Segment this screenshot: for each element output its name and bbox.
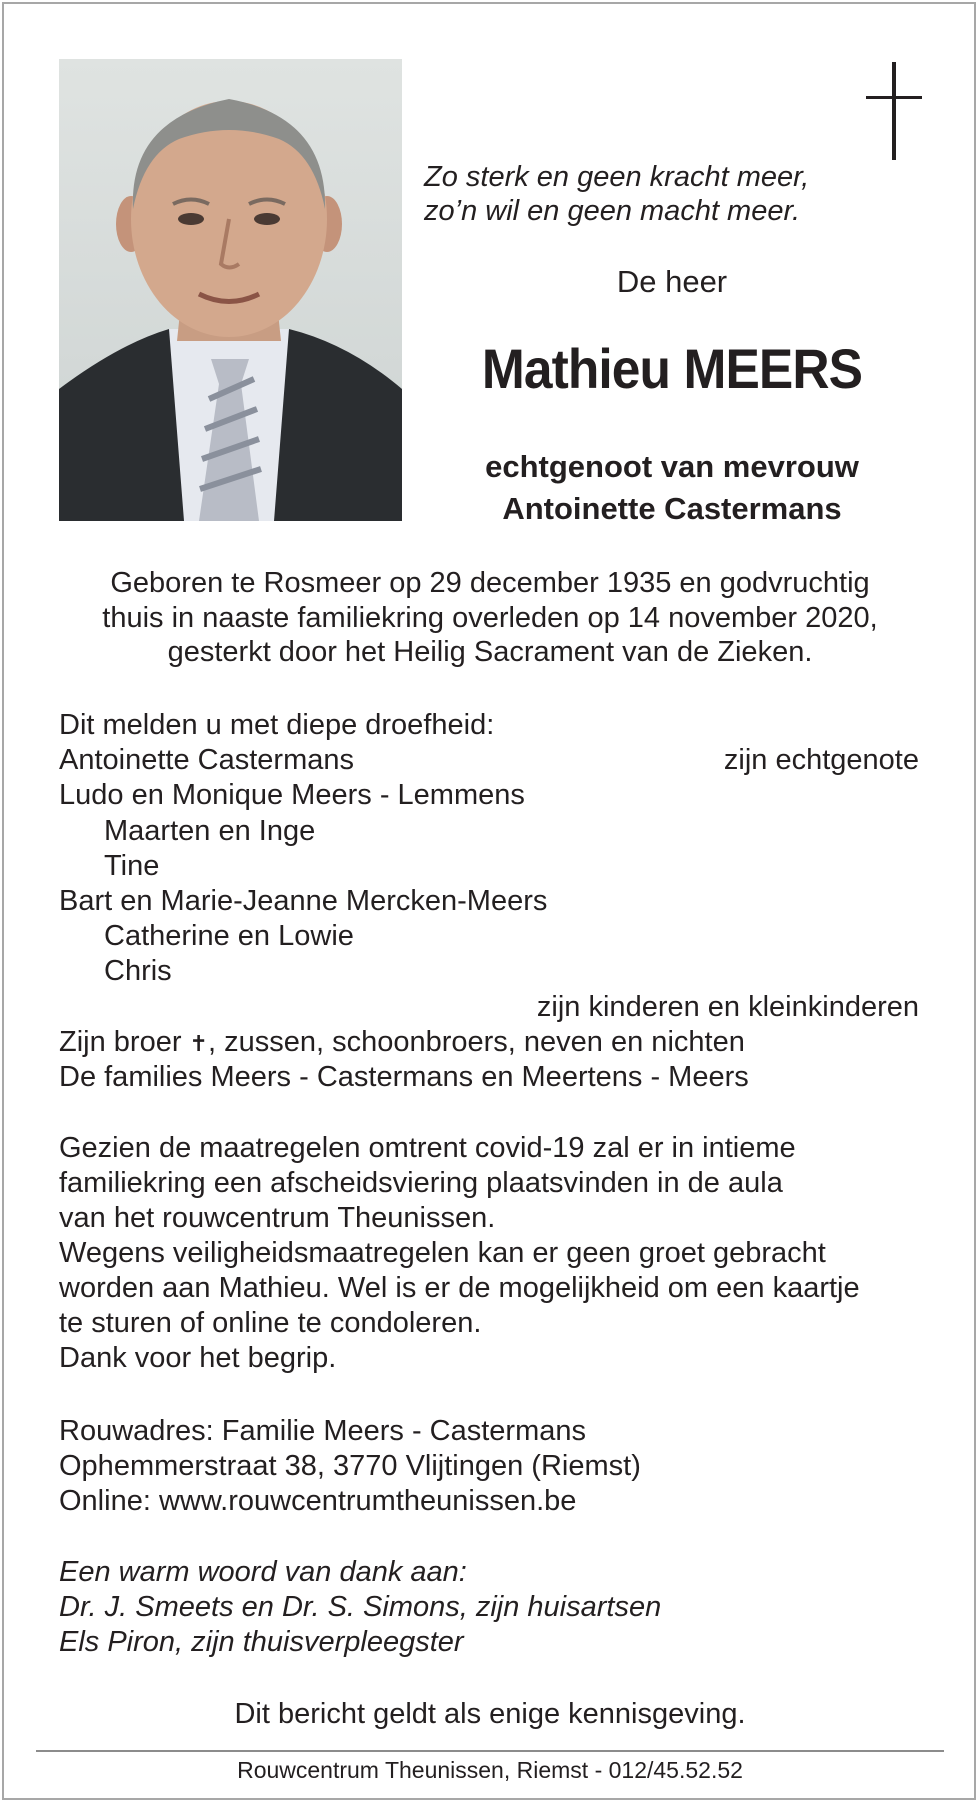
birth-death-paragraph bbox=[40, 566, 940, 670]
portrait-photo bbox=[59, 59, 402, 521]
mourners-list bbox=[59, 708, 919, 1095]
text-line: gesterkt door het Heilig Sacrament van de Zieken. bbox=[167, 636, 813, 668]
mourner-row: Chris bbox=[104, 955, 172, 988]
mourning-address bbox=[59, 1414, 929, 1519]
mourner-row: Bart en Marie-Jeanne Mercken-Meers bbox=[59, 884, 548, 917]
mourners-intro: Dit melden u met diepe droefheid: bbox=[59, 709, 495, 741]
mourner-row bbox=[59, 1025, 919, 1060]
quote-line: zo’n wil en geen macht meer. bbox=[424, 195, 801, 227]
website-link[interactable]: Online: www.rouwcentrumtheunissen.be bbox=[59, 1485, 577, 1517]
deceased-name: Mathieu MEERS bbox=[481, 337, 863, 400]
text-line: te sturen of online te condoleren. bbox=[59, 1307, 482, 1339]
divider bbox=[36, 1750, 944, 1752]
mourner-row: Maarten en Inge bbox=[104, 814, 316, 847]
mourner-row: Catherine en Lowie bbox=[104, 920, 354, 953]
mourner-row: De families Meers - Castermans en Meertens - Meers bbox=[59, 1060, 749, 1093]
closing-statement: Dit bericht geldt als enige kennisgeving. bbox=[234, 1698, 746, 1730]
text-line: familiekring een afscheidsviering plaatsvinden in de aula bbox=[59, 1167, 783, 1199]
mourner-name: Antoinette Castermans bbox=[59, 744, 354, 777]
siblings-text: , zussen, schoonbroers, neven en nichten bbox=[207, 1025, 745, 1058]
salutation: De heer bbox=[616, 264, 728, 299]
mourner-relation: zijn echtgenote bbox=[723, 744, 919, 777]
mourner-row bbox=[59, 990, 919, 1025]
text-line: Dank voor het begrip. bbox=[59, 1342, 337, 1374]
mourner-row bbox=[59, 743, 919, 778]
mourner-relation: zijn kinderen en kleinkinderen bbox=[536, 990, 919, 1023]
text-line: Rouwadres: Familie Meers - Castermans bbox=[59, 1415, 586, 1447]
spouse-info bbox=[420, 446, 924, 530]
covid-notice bbox=[59, 1131, 929, 1376]
quote-line: Zo sterk en geen kracht meer, bbox=[424, 161, 810, 193]
text-line: Geboren te Rosmeer op 29 december 1935 en godvruchtig bbox=[110, 567, 870, 599]
spouse-line: Antoinette Castermans bbox=[502, 491, 842, 526]
thanks-section bbox=[59, 1555, 929, 1660]
text-line: Els Piron, zijn thuisverpleegster bbox=[59, 1626, 464, 1658]
text-line: Ophemmerstraat 38, 3770 Vlijtingen (Riemst) bbox=[59, 1450, 641, 1482]
text-line: worden aan Mathieu. Wel is er de mogelijkheid om een kaartje bbox=[59, 1272, 860, 1304]
funeral-home-footer: Rouwcentrum Theunissen, Riemst - 012/45.52.52 bbox=[237, 1757, 743, 1783]
siblings-text: Zijn broer bbox=[59, 1025, 190, 1058]
latin-cross-icon bbox=[866, 62, 922, 160]
mourner-row: Ludo en Monique Meers - Lemmens bbox=[59, 779, 525, 812]
small-cross-icon: ✝ bbox=[189, 1030, 208, 1056]
spouse-line: echtgenoot van mevrouw bbox=[485, 449, 859, 484]
mourner-row: Tine bbox=[104, 849, 160, 882]
text-line: thuis in naaste familiekring overleden op 14 november 2020, bbox=[102, 601, 878, 634]
text-line: Gezien de maatregelen omtrent covid-19 zal er in intieme bbox=[59, 1132, 796, 1164]
text-line: Dr. J. Smeets en Dr. S. Simons, zijn huisartsen bbox=[59, 1591, 662, 1623]
epigraph-quote bbox=[424, 160, 904, 228]
text-line: Wegens veiligheidsmaatregelen kan er geen groet gebracht bbox=[59, 1237, 826, 1269]
text-line: Een warm woord van dank aan: bbox=[59, 1556, 467, 1588]
text-line: van het rouwcentrum Theunissen. bbox=[59, 1202, 496, 1234]
